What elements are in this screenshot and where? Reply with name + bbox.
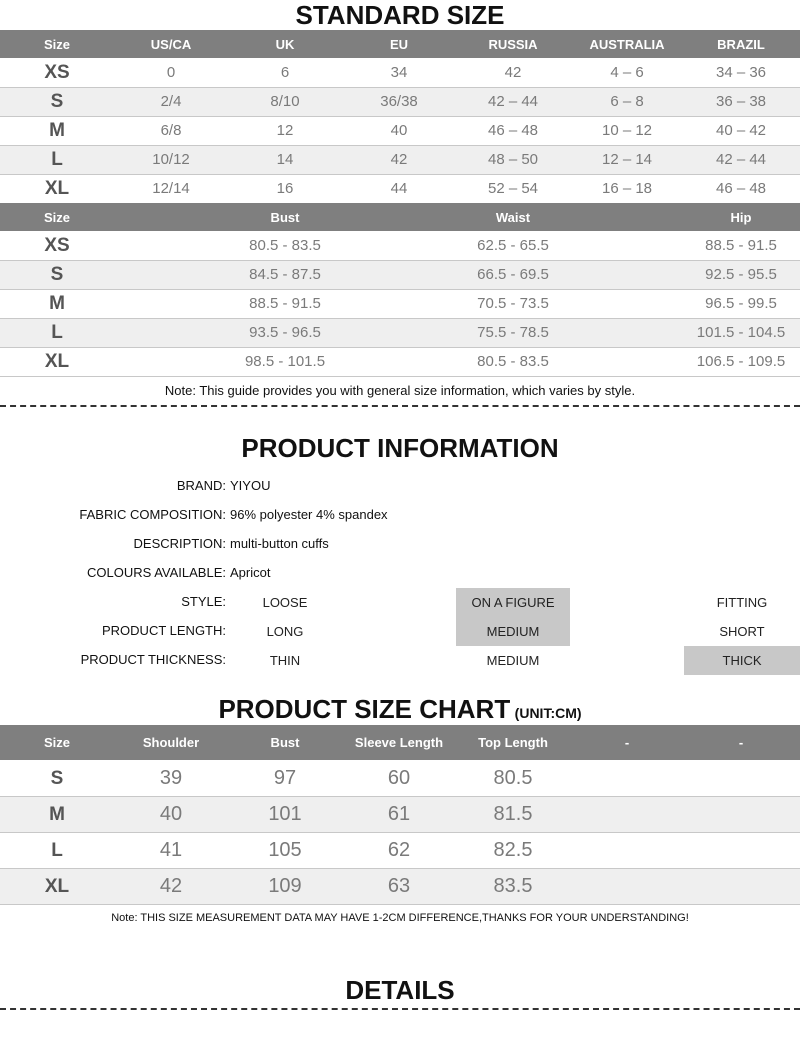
value-cell: 83.5	[493, 875, 533, 897]
value-cell: 52 – 54	[487, 180, 539, 197]
value-cell: 70.5 - 73.5	[477, 295, 549, 312]
length-row	[0, 617, 800, 646]
value-cell: 101	[268, 803, 302, 825]
standard-size-title: STANDARD SIZE	[295, 0, 505, 30]
table-row	[0, 797, 800, 833]
value-cell: 60	[387, 767, 411, 789]
colours-label: COLOURS AVAILABLE:	[87, 565, 226, 580]
value-cell: 0	[166, 64, 176, 81]
size-label-cell: XL	[44, 351, 70, 372]
thickness-option-medium: MEDIUM	[486, 653, 540, 668]
header-cell: US/CA	[150, 37, 192, 52]
value-cell: 36/38	[380, 93, 418, 110]
size-label-cell: L	[51, 840, 63, 861]
value-cell: 6	[280, 64, 290, 81]
value-cell: 63	[387, 875, 411, 897]
standard-size-note: Note: This guide provides you with general size information, which varies by style.	[164, 383, 636, 398]
value-cell: 92.5 - 95.5	[705, 266, 777, 283]
value-cell: 12	[276, 122, 294, 139]
value-cell: 46 – 48	[715, 180, 767, 197]
table-row	[0, 59, 800, 88]
product-information-title: PRODUCT INFORMATION	[241, 433, 559, 463]
value-cell: 62	[387, 839, 411, 861]
value-cell: 6/8	[160, 122, 182, 139]
size-label-cell: M	[49, 120, 65, 141]
value-cell: 66.5 - 69.5	[477, 266, 549, 283]
size-label-cell: L	[51, 322, 63, 343]
value-cell: 44	[390, 180, 408, 197]
table-row	[0, 319, 800, 348]
value-cell: 34	[390, 64, 408, 81]
thickness-option-thin: THIN	[269, 653, 301, 668]
table-row	[0, 869, 800, 905]
value-cell: 42	[159, 875, 183, 897]
value-cell: 14	[276, 151, 294, 168]
size-label-cell: S	[50, 768, 64, 789]
table-row	[0, 833, 800, 869]
value-cell: 62.5 - 65.5	[477, 237, 549, 254]
colours-row	[0, 559, 800, 588]
value-cell: 2/4	[160, 93, 182, 110]
size-label-cell: XS	[44, 235, 70, 256]
details-title: DETAILS	[345, 975, 455, 1005]
brand-row	[0, 472, 800, 501]
value-cell: 96.5 - 99.5	[705, 295, 777, 312]
header-cell: BRAZIL	[717, 37, 765, 52]
fabric-label: FABRIC COMPOSITION:	[79, 507, 226, 522]
value-cell: 88.5 - 91.5	[705, 237, 777, 254]
header-cell: RUSSIA	[488, 37, 538, 52]
thickness-label: PRODUCT THICKNESS:	[80, 652, 226, 667]
value-cell: 61	[387, 803, 411, 825]
header-cell: Shoulder	[142, 735, 200, 750]
table-row	[0, 261, 800, 290]
value-cell: 98.5 - 101.5	[244, 353, 326, 370]
value-cell: 46 – 48	[487, 122, 539, 139]
value-cell: 12/14	[152, 180, 190, 197]
value-cell: 40	[390, 122, 408, 139]
value-cell: 39	[159, 767, 183, 789]
value-cell: 97	[273, 767, 297, 789]
brand-value: YIYOU	[230, 478, 271, 493]
value-cell: 105	[268, 839, 302, 861]
style-option-fitting: FITTING	[716, 595, 768, 610]
value-cell: 40	[159, 803, 183, 825]
header-cell: Hip	[730, 210, 752, 225]
length-option-short: SHORT	[719, 624, 765, 639]
product-size-chart-note: Note: THIS SIZE MEASUREMENT DATA MAY HAVE 1-2CM DIFFERENCE,THANKS FOR YOUR UNDERSTANDING!	[111, 912, 689, 924]
value-cell: 36 – 38	[715, 93, 767, 110]
value-cell: 80.5 - 83.5	[249, 237, 321, 254]
header-cell: Top Length	[478, 735, 548, 750]
value-cell: 101.5 - 104.5	[696, 324, 786, 341]
size-label-cell: L	[51, 149, 63, 170]
value-cell: 75.5 - 78.5	[477, 324, 549, 341]
header-cell: UK	[275, 37, 295, 52]
product-size-chart-unit: (UNIT:CM)	[514, 705, 582, 721]
fabric-value: 96% polyester 4% spandex	[230, 507, 388, 522]
colours-value: Apricot	[230, 565, 271, 580]
length-option-medium: MEDIUM	[456, 617, 570, 646]
body-measurement-header-row	[0, 203, 800, 231]
description-row	[0, 530, 800, 559]
table-row	[0, 761, 800, 797]
header-cell: Bust	[270, 210, 300, 225]
value-cell: 42	[504, 64, 522, 81]
section-divider	[0, 1008, 800, 1010]
value-cell: 109	[268, 875, 302, 897]
table-row	[0, 348, 800, 377]
size-label-cell: XL	[44, 876, 70, 897]
value-cell: 82.5	[493, 839, 533, 861]
value-cell: 34 – 36	[715, 64, 767, 81]
table-row	[0, 290, 800, 319]
header-cell: Size	[43, 37, 71, 52]
section-divider	[0, 405, 800, 407]
header-cell: Size	[43, 735, 71, 750]
value-cell: 81.5	[493, 803, 533, 825]
value-cell: 42	[390, 151, 408, 168]
thickness-row	[0, 646, 800, 675]
header-cell: Sleeve Length	[354, 735, 444, 750]
header-cell: EU	[389, 37, 409, 52]
table-row	[0, 117, 800, 146]
product-size-chart-heading	[0, 694, 800, 725]
value-cell: 42 – 44	[715, 151, 767, 168]
value-cell: 41	[159, 839, 183, 861]
value-cell: 93.5 - 96.5	[249, 324, 321, 341]
style-label: STYLE:	[181, 594, 226, 609]
header-cell: Bust	[270, 735, 300, 750]
product-size-chart-header-row	[0, 725, 800, 760]
value-cell: 88.5 - 91.5	[249, 295, 321, 312]
value-cell: 16	[276, 180, 294, 197]
header-cell: -	[738, 735, 744, 750]
standard-size-header-row	[0, 30, 800, 58]
value-cell: 4 – 6	[610, 64, 644, 81]
value-cell: 10/12	[152, 151, 190, 168]
product-size-chart-title: PRODUCT SIZE CHART	[218, 694, 511, 724]
table-row	[0, 88, 800, 117]
value-cell: 40 – 42	[715, 122, 767, 139]
value-cell: 80.5	[493, 767, 533, 789]
thickness-option-thick: THICK	[684, 646, 800, 675]
style-option-loose: LOOSE	[262, 595, 308, 610]
description-label: DESCRIPTION:	[133, 536, 226, 551]
value-cell: 80.5 - 83.5	[477, 353, 549, 370]
fabric-row	[0, 501, 800, 530]
table-row	[0, 175, 800, 204]
value-cell: 84.5 - 87.5	[249, 266, 321, 283]
value-cell: 8/10	[270, 93, 300, 110]
size-label-cell: M	[49, 804, 65, 825]
header-cell: Waist	[495, 210, 531, 225]
header-cell: Size	[43, 210, 71, 225]
value-cell: 42 – 44	[487, 93, 539, 110]
table-row	[0, 146, 800, 175]
header-cell: -	[624, 735, 630, 750]
style-option-on-a-figure: ON A FIGURE	[456, 588, 570, 617]
value-cell: 12 – 14	[601, 151, 653, 168]
header-cell: AUSTRALIA	[589, 37, 665, 52]
length-label: PRODUCT LENGTH:	[102, 623, 226, 638]
brand-label: BRAND:	[176, 478, 226, 493]
value-cell: 10 – 12	[601, 122, 653, 139]
value-cell: 6 – 8	[610, 93, 644, 110]
description-value: multi-button cuffs	[230, 536, 329, 551]
value-cell: 16 – 18	[601, 180, 653, 197]
size-label-cell: M	[49, 293, 65, 314]
table-row	[0, 232, 800, 261]
size-label-cell: S	[50, 264, 64, 285]
style-row	[0, 588, 800, 617]
size-label-cell: XL	[44, 178, 70, 199]
size-label-cell: XS	[44, 62, 70, 83]
value-cell: 48 – 50	[487, 151, 539, 168]
length-option-long: LONG	[266, 624, 304, 639]
value-cell: 106.5 - 109.5	[696, 353, 786, 370]
size-label-cell: S	[50, 91, 64, 112]
